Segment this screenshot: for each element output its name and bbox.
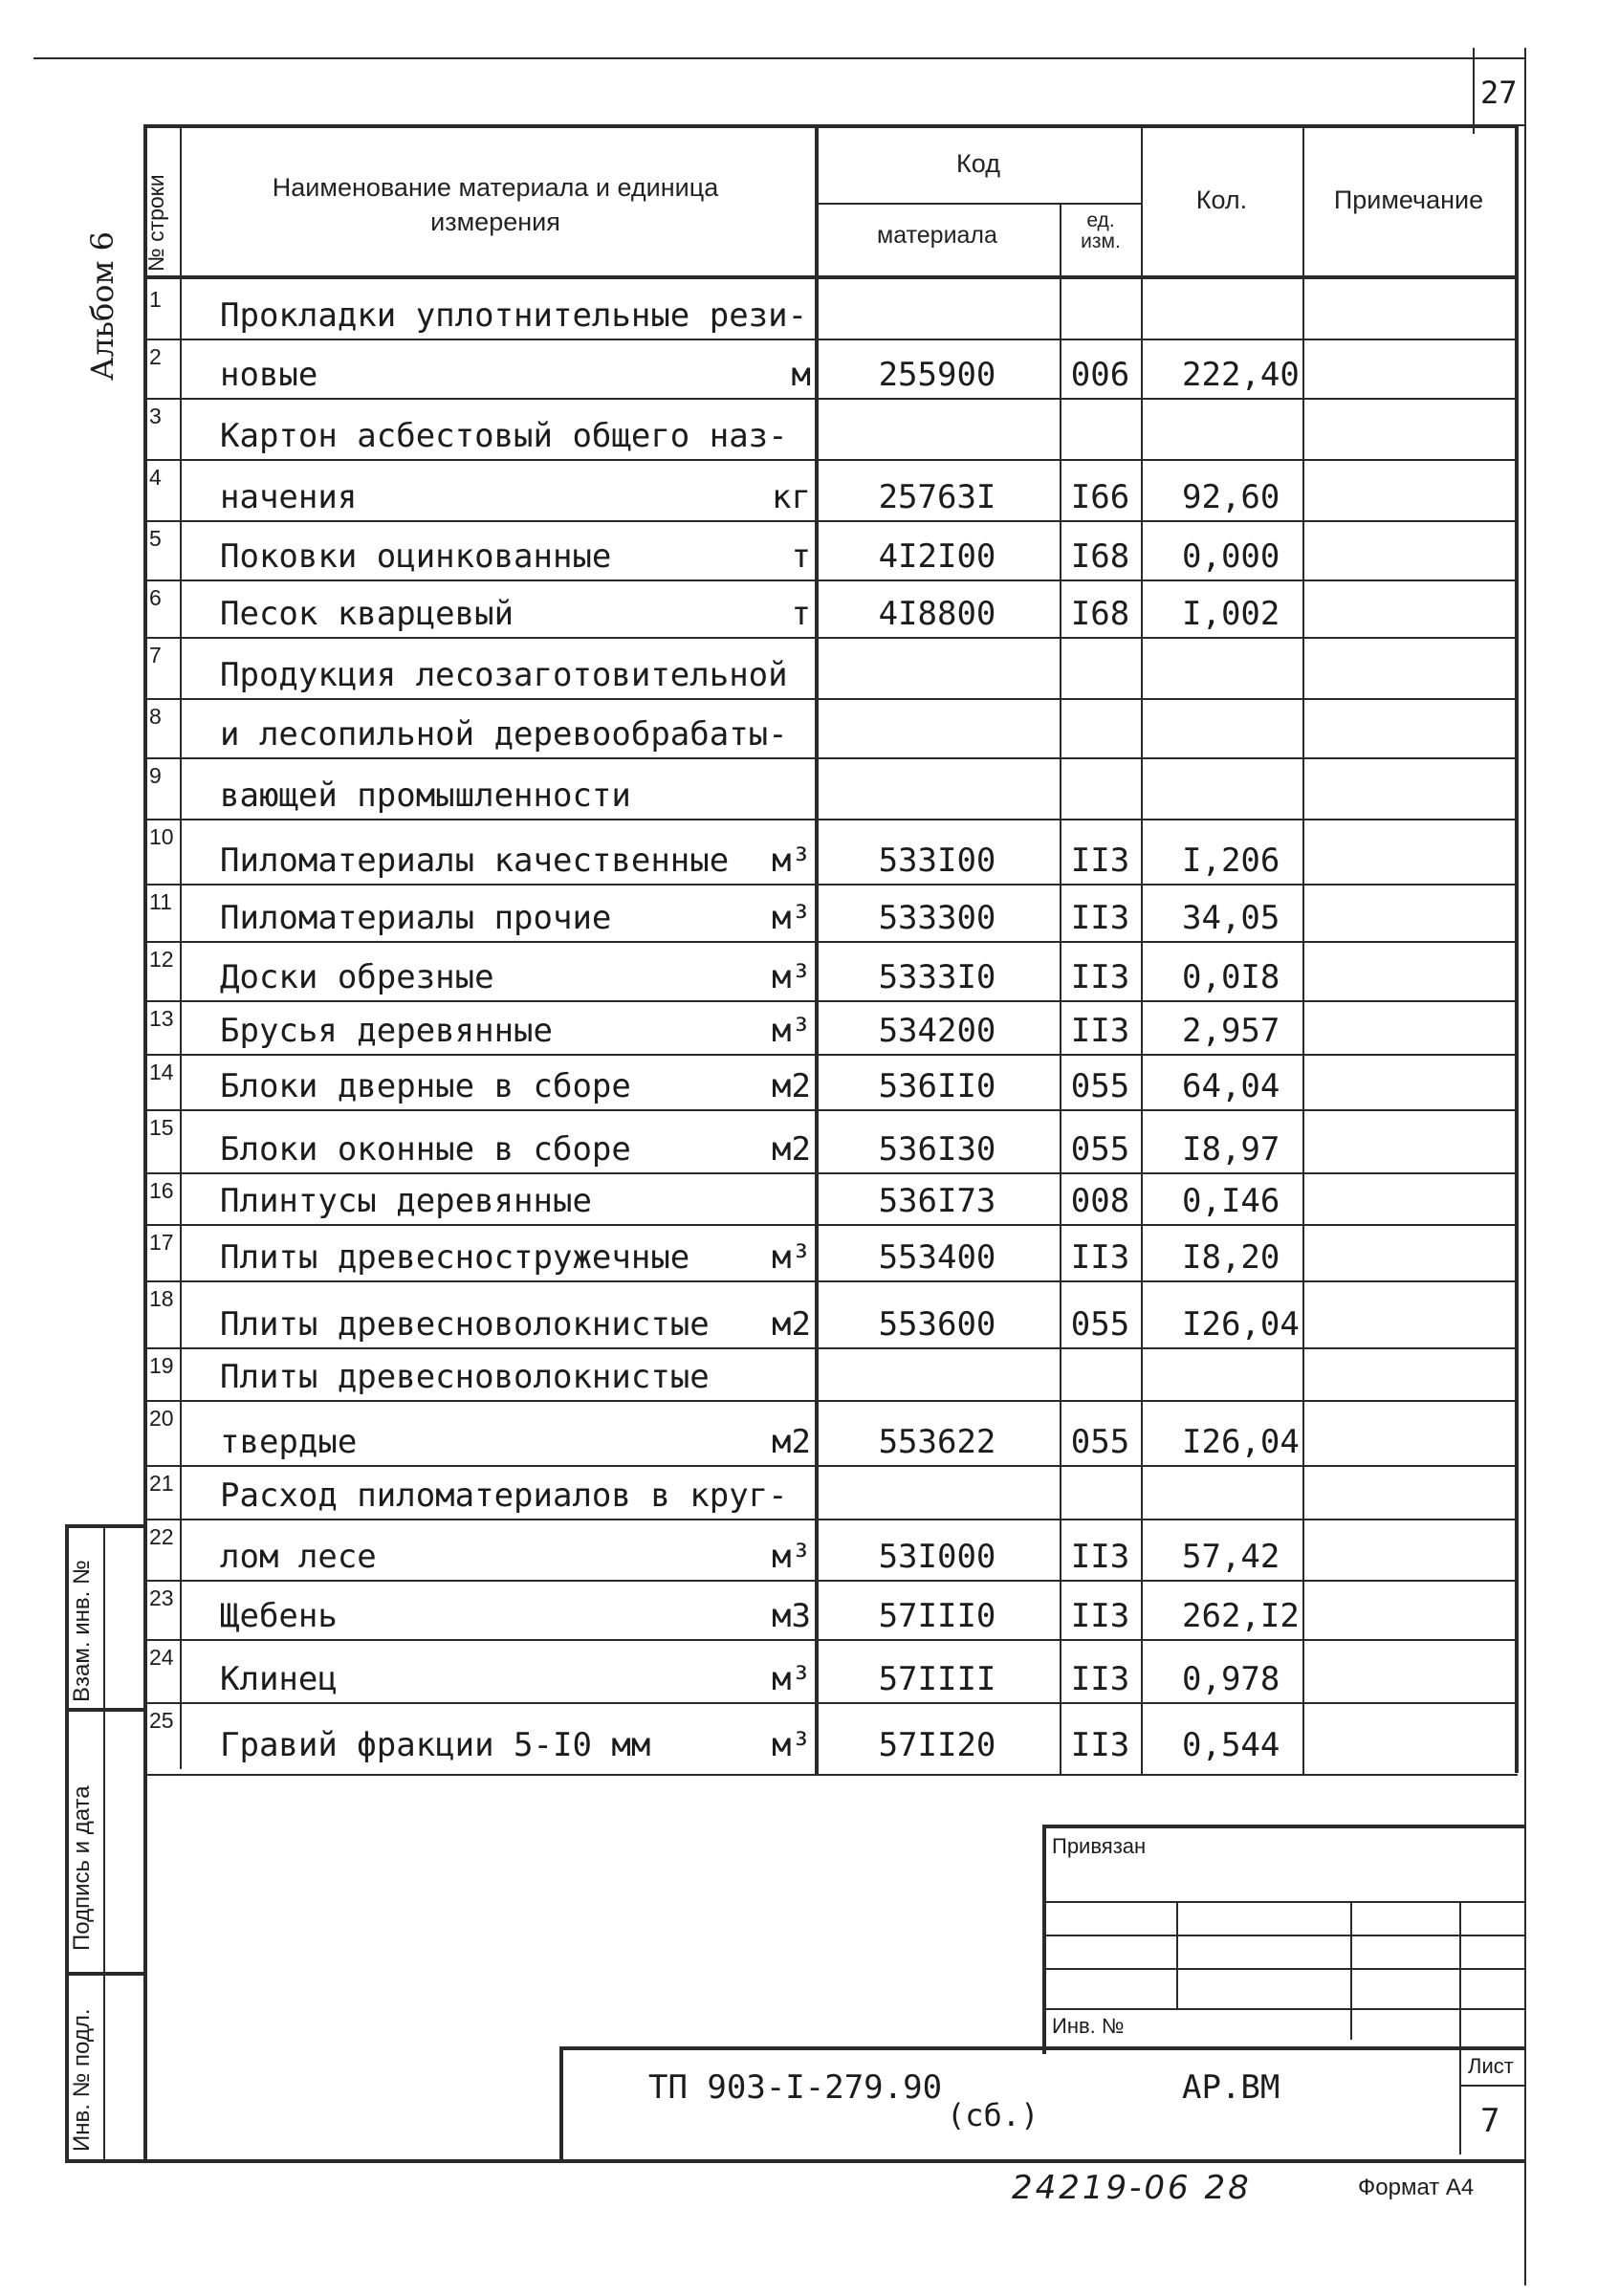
quantity: 92,60	[1182, 478, 1280, 516]
unit: м³	[772, 958, 811, 996]
side-strip-divider-1	[65, 1708, 145, 1712]
row-separator	[143, 1280, 1518, 1282]
row-separator	[143, 819, 1518, 820]
col-divider-qty	[1302, 124, 1304, 1776]
row-separator	[143, 1172, 1518, 1174]
quantity: I8,20	[1182, 1238, 1280, 1277]
table-right-border	[1515, 124, 1519, 1773]
material-code: 255900	[878, 356, 996, 394]
row-separator	[143, 1224, 1518, 1226]
unit-code: II3	[1070, 1660, 1130, 1698]
material-code: 5333I0	[878, 958, 996, 996]
material-name: Продукция лесозаготовительной	[220, 656, 788, 694]
row-number: 12	[149, 947, 174, 972]
code-header: Код	[956, 149, 1000, 178]
stamp-line-2	[1042, 1935, 1524, 1936]
unit-code: 006	[1070, 356, 1130, 394]
row-number: 1	[149, 287, 162, 312]
row-separator	[143, 579, 1518, 581]
unit: м³	[772, 1726, 811, 1764]
material-code: 4I8800	[878, 595, 996, 633]
unit-code: II3	[1070, 1726, 1130, 1764]
material-code: 536I73	[878, 1182, 996, 1220]
stamp-line-1	[1042, 1901, 1524, 1903]
unit-code: II3	[1070, 1238, 1130, 1277]
material-name: Пиломатериалы прочие	[220, 899, 612, 937]
unit-code: I66	[1070, 478, 1130, 516]
col-divider-ucode	[1141, 124, 1143, 1776]
page-number-box-right	[1524, 48, 1526, 2285]
row-number: 15	[149, 1115, 174, 1140]
material-name: Песок кварцевый	[220, 595, 514, 633]
unit-code: II3	[1070, 842, 1130, 880]
material-name: Плиты древесностружечные	[220, 1238, 690, 1277]
row-number: 18	[149, 1286, 174, 1311]
row-number: 20	[149, 1406, 174, 1431]
unit: м3	[772, 1597, 811, 1635]
unit-code: I68	[1070, 595, 1130, 633]
side-strip-inner	[103, 1524, 105, 2161]
unit: м2	[772, 1305, 811, 1344]
material-name: лом лесе	[220, 1538, 377, 1576]
row-number: 4	[149, 465, 162, 490]
material-name: новые	[220, 356, 318, 394]
row-number: 19	[149, 1353, 174, 1378]
sheet-number: 7	[1480, 2102, 1500, 2140]
unit: м³	[772, 1238, 811, 1277]
material-name: Гравий фракции 5-I0 мм	[220, 1726, 651, 1764]
material-name: Пиломатериалы качественные	[220, 842, 730, 880]
quantity: 64,04	[1182, 1067, 1280, 1105]
row-separator	[143, 1347, 1518, 1349]
unit: м³	[772, 899, 811, 937]
material-code: 536I30	[878, 1130, 996, 1169]
sheet-label-line	[1459, 2085, 1524, 2087]
unit: м	[791, 356, 811, 394]
material-code: 536II0	[878, 1067, 996, 1105]
material-name: Плиты древесноволокнистые	[220, 1305, 710, 1344]
table-bottom-line	[143, 1774, 1518, 1776]
quantity: 0,0I8	[1182, 958, 1280, 996]
row-separator	[143, 1702, 1518, 1704]
row-number: 6	[149, 585, 162, 610]
side-strip-top	[65, 1524, 145, 1528]
quantity: 0,000	[1182, 537, 1280, 576]
signature-date-label: Подпись и дата	[69, 1785, 95, 1951]
stamp-line-3	[1042, 1968, 1524, 1970]
material-code: 4I2I00	[878, 537, 996, 576]
unit-code: 055	[1070, 1305, 1130, 1344]
row-separator	[143, 1400, 1518, 1402]
material-code: 533300	[878, 899, 996, 937]
unit: м³	[772, 1660, 811, 1698]
unit: кг	[772, 478, 811, 516]
row-number: 7	[149, 643, 162, 667]
stamp-col-1	[1176, 1901, 1178, 2008]
unit-code: 008	[1070, 1182, 1130, 1220]
material-name: Блоки оконные в сборе	[220, 1130, 631, 1169]
row-separator	[143, 1639, 1518, 1641]
row-separator	[143, 941, 1518, 943]
unit-code: 055	[1070, 1423, 1130, 1461]
quantity: 0,978	[1182, 1660, 1280, 1698]
material-name: Щебень	[220, 1597, 338, 1635]
stamp-col-3	[1459, 1901, 1461, 2154]
stamp-line-4	[1042, 2008, 1524, 2010]
material-code: 553622	[878, 1423, 996, 1461]
inventory-number-label: Инв. №	[1052, 2014, 1125, 2038]
unit: м³	[772, 1012, 811, 1050]
quantity: 262,I2	[1182, 1597, 1300, 1635]
material-code: 553600	[878, 1305, 996, 1344]
row-number: 22	[149, 1524, 174, 1549]
title-block-bottom	[65, 2159, 1524, 2163]
title-block-left	[559, 2046, 563, 2161]
quantity-header: Кол.	[1195, 186, 1248, 214]
quantity: I,206	[1182, 842, 1280, 880]
row-number: 24	[149, 1645, 174, 1670]
row-number: 5	[149, 526, 162, 551]
row-number: 17	[149, 1230, 174, 1255]
row-number: 10	[149, 824, 174, 849]
material-name: Плиты древесноволокнистые	[220, 1358, 710, 1396]
unit: т	[791, 595, 811, 633]
material-name: вающей промышленности	[220, 776, 631, 815]
page-number-box-left	[1473, 48, 1475, 134]
note-header: Примечание	[1333, 186, 1484, 214]
material-code: 25763I	[878, 478, 996, 516]
material-name: Блоки дверные в сборе	[220, 1067, 631, 1105]
quantity: 222,40	[1182, 356, 1300, 394]
unit-code: 055	[1070, 1067, 1130, 1105]
quantity: I26,04	[1182, 1423, 1300, 1461]
quantity: 0,I46	[1182, 1182, 1280, 1220]
album-label: Альбом 6	[84, 231, 120, 381]
name-header: Наименование материала и единица измерения	[272, 173, 719, 236]
material-name: начения	[220, 478, 358, 516]
drawing-mark: АР.ВМ	[1182, 2068, 1280, 2107]
paper-format: Формат А4	[1358, 2175, 1475, 2200]
quantity: I8,97	[1182, 1130, 1280, 1169]
material-code: 57III0	[878, 1597, 996, 1635]
row-separator	[143, 1054, 1518, 1056]
row-separator	[143, 339, 1518, 340]
material-code: 553400	[878, 1238, 996, 1277]
stamp-left-border	[1042, 1825, 1046, 2054]
unit: т	[791, 537, 811, 576]
row-separator	[143, 757, 1518, 759]
material-code: 57IIII	[878, 1660, 996, 1698]
row-number-header: № строки	[143, 174, 168, 272]
row-number: 21	[149, 1471, 174, 1496]
material-code: 533I00	[878, 842, 996, 880]
unit-code: 055	[1070, 1130, 1130, 1169]
sheet-label: Лист	[1468, 2054, 1514, 2078]
quantity: 0,544	[1182, 1726, 1280, 1764]
row-separator	[143, 1580, 1518, 1582]
inv-podl-label: Инв. № подл.	[69, 2008, 95, 2152]
row-separator	[143, 520, 1518, 522]
unit-code: II3	[1070, 899, 1130, 937]
unit: м2	[772, 1423, 811, 1461]
stamp-col-2	[1350, 1901, 1352, 2040]
row-separator	[143, 459, 1518, 461]
material-name: Поковки оцинкованные	[220, 537, 612, 576]
row-number: 3	[149, 404, 162, 428]
col-divider-num	[180, 124, 182, 1769]
page-number: 27	[1480, 75, 1518, 111]
unit-code: II3	[1070, 1597, 1130, 1635]
quantity: I,002	[1182, 595, 1280, 633]
row-number: 13	[149, 1006, 174, 1031]
row-number: 14	[149, 1060, 174, 1084]
unit-code: I68	[1070, 537, 1130, 576]
material-code-header: материала	[877, 222, 997, 249]
unit: м³	[772, 842, 811, 880]
assembly-mark: (сб.)	[947, 2097, 1039, 2133]
code-header-split	[815, 203, 1142, 205]
material-name: твердые	[220, 1423, 358, 1461]
material-code: 53I000	[878, 1538, 996, 1576]
quantity: I26,04	[1182, 1305, 1300, 1344]
row-separator	[143, 698, 1518, 700]
table-top-border	[143, 124, 1518, 128]
row-number: 23	[149, 1585, 174, 1610]
row-number: 8	[149, 704, 162, 729]
row-separator	[143, 1519, 1518, 1520]
material-name: Картон асбестовый общего наз-	[220, 417, 788, 455]
row-number: 16	[149, 1178, 174, 1203]
unit-code: II3	[1070, 1538, 1130, 1576]
material-name: Плинтусы деревянные	[220, 1182, 592, 1220]
privyazan-label: Привязан	[1052, 1834, 1147, 1858]
material-name: Доски обрезные	[220, 958, 494, 996]
material-name: Прокладки уплотнительные рези-	[220, 296, 808, 335]
row-separator	[143, 1465, 1518, 1467]
material-code: 534200	[878, 1012, 996, 1050]
material-name: Брусья деревянные	[220, 1012, 553, 1050]
unit-code: II3	[1070, 958, 1130, 996]
material-name: и лесопильной деревообрабаты-	[220, 715, 788, 754]
header-bottom-border	[143, 275, 1518, 279]
row-number: 11	[149, 889, 172, 914]
material-name: Клинец	[220, 1660, 338, 1698]
document-code: ТП 903-I-279.90	[648, 2068, 943, 2107]
row-number: 25	[149, 1708, 174, 1733]
row-separator	[143, 398, 1518, 400]
quantity: 2,957	[1182, 1012, 1280, 1050]
material-code: 57II20	[878, 1726, 996, 1764]
unit-code: II3	[1070, 1012, 1130, 1050]
stamp-top-border	[1042, 1825, 1524, 1828]
side-strip-divider-2	[65, 1972, 145, 1976]
row-separator	[143, 1109, 1518, 1111]
material-name: Расход пиломатериалов в круг-	[220, 1476, 788, 1515]
quantity: 57,42	[1182, 1538, 1280, 1576]
handwritten-archive-number: 24219-06 28	[1012, 2169, 1252, 2207]
row-number: 2	[149, 344, 162, 369]
unit: м2	[772, 1130, 811, 1169]
unit: м³	[772, 1538, 811, 1576]
vzam-inv-label: Взам. инв. №	[69, 1560, 95, 1702]
row-separator	[143, 1000, 1518, 1002]
unit: м2	[772, 1067, 811, 1105]
top-border-line	[33, 57, 1525, 59]
row-separator	[143, 884, 1518, 886]
table-left-border	[143, 124, 147, 2161]
title-block-top	[559, 2046, 1524, 2050]
unit-code-header: ед. изм.	[1081, 209, 1121, 252]
row-separator	[143, 637, 1518, 639]
row-number: 9	[149, 763, 162, 788]
quantity: 34,05	[1182, 899, 1280, 937]
